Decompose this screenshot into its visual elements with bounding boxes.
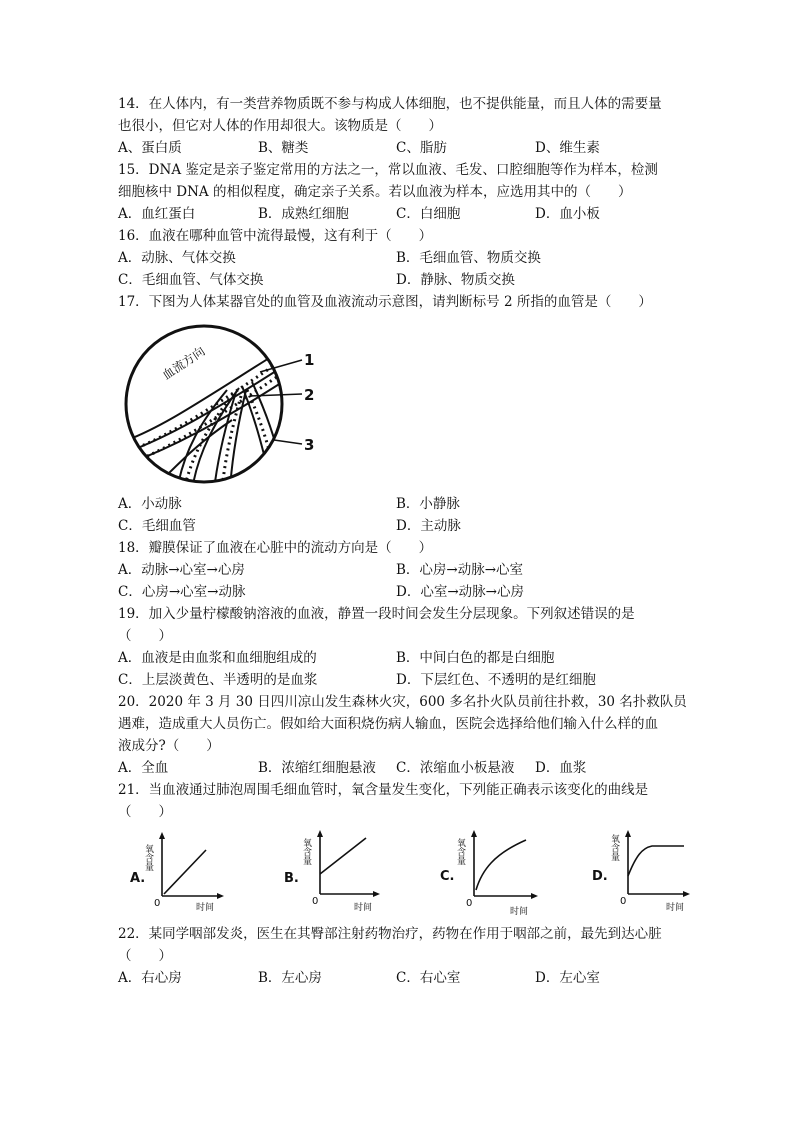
q16-option-d: D．静脉、物质交换	[396, 272, 515, 288]
q14-option-a: A、蛋白质	[118, 140, 182, 156]
q14-option-b: B、糖类	[258, 140, 309, 156]
q19-option-c: C．上层淡黄色、半透明的是血浆	[118, 672, 318, 688]
q18-option-d: D．心室→动脉→心房	[396, 584, 524, 600]
q17-option-d: D．主动脉	[396, 518, 461, 534]
graph-a-xlabel: 时间	[196, 903, 215, 913]
q19-stem-line2: （ ）	[118, 628, 172, 644]
q15-stem-line1: 15．DNA 鉴定是亲子鉴定常用的方法之一，常以血液、毛发、口腔细胞等作为样本，检测	[118, 162, 658, 178]
q22-option-b: B．左心房	[258, 970, 322, 986]
q22-stem-line2: （ ）	[118, 948, 172, 964]
graph-c-letter: C.	[440, 869, 455, 884]
graph-b	[282, 830, 382, 916]
q16-option-b: B．毛细血管、物质交换	[396, 250, 541, 266]
graph-d-curve	[628, 846, 684, 876]
q14-stem-line2: 也很小，但它对人体的作用却很大。该物质是（ ）	[118, 118, 442, 134]
q14-option-c: C、脂肪	[396, 140, 447, 156]
q17-stem: 17．下图为人体某器官处的血管及血液流动示意图，请判断标号 2 所指的血管是（ ）	[118, 294, 652, 310]
q22-option-d: D．左心室	[535, 970, 600, 986]
graph-c-ylabel: 氧含量	[455, 838, 465, 865]
graph-a-ylabel: 氧含量	[143, 844, 153, 871]
graph-d-origin: 0	[620, 896, 627, 907]
q19-option-a: A．血液是由血浆和血细胞组成的	[118, 650, 317, 666]
graph-d-ylabel: 氧含量	[609, 834, 619, 861]
q20-option-b: B．浓缩红细胞悬液	[258, 760, 376, 776]
q22-stem-line1: 22．某同学咽部发炎，医生在其臀部注射药物治疗，药物在作用于咽部之前，最先到达心脏	[118, 926, 662, 942]
q18-stem: 18．瓣膜保证了血液在心脏中的流动方向是（ ）	[118, 540, 433, 556]
q19-option-b: B．中间白色的都是白细胞	[396, 650, 555, 666]
q16-stem: 16．血液在哪种血管中流得最慢，这有利于（ ）	[118, 228, 433, 244]
q20-option-c: C．浓缩血小板悬液	[396, 760, 515, 776]
q15-option-d: D．血小板	[535, 206, 600, 222]
q16-option-a: A．动脉、气体交换	[118, 250, 236, 266]
graph-a	[128, 830, 228, 916]
figure-label-3: 3	[304, 436, 315, 454]
graph-b-curve	[320, 838, 366, 874]
graph-d	[590, 830, 694, 916]
q18-option-c: C．心房→心室→动脉	[118, 584, 246, 600]
graph-b-origin: 0	[312, 896, 319, 907]
q18-option-a: A．动脉→心室→心房	[118, 562, 245, 578]
graph-d-xlabel: 时间	[666, 903, 685, 913]
q21-stem-line2: （ ）	[118, 804, 172, 820]
graph-c-curve	[476, 840, 526, 890]
q17-option-c: C．毛细血管	[118, 518, 196, 534]
q19-option-d: D．下层红色、不透明的是红细胞	[396, 672, 596, 688]
graph-b-xlabel: 时间	[354, 903, 373, 913]
graph-d-letter: D.	[592, 869, 608, 884]
graph-a-origin: 0	[154, 898, 161, 909]
graph-c-origin: 0	[466, 898, 473, 909]
q17-option-a: A．小动脉	[118, 496, 182, 512]
q16-option-c: C．毛细血管、气体交换	[118, 272, 264, 288]
q15-option-b: B．成熟红细胞	[258, 206, 349, 222]
graph-c	[438, 830, 542, 918]
graph-b-ylabel: 氧含量	[301, 838, 311, 865]
graph-a-letter: A.	[130, 871, 146, 886]
q20-option-d: D．血浆	[535, 760, 587, 776]
figure-circle-outline	[126, 326, 282, 482]
q18-option-b: B．心房→动脉→心室	[396, 562, 524, 578]
q19-stem-line1: 19．加入少量柠檬酸钠溶液的血液，静置一段时间会发生分层现象。下列叙述错误的是	[118, 606, 635, 622]
figure-label-2: 2	[304, 386, 315, 404]
blood-flow-direction-label: 血流方向	[159, 344, 208, 383]
q21-stem-line1: 21．当血液通过肺泡周围毛细血管时，氧含量发生变化，下列能正确表示该变化的曲线是	[118, 782, 649, 798]
q17-option-b: B．小静脉	[396, 496, 460, 512]
graph-b-letter: B.	[284, 871, 299, 886]
q22-option-c: C．右心室	[396, 970, 461, 986]
blood-vessel-figure	[122, 320, 342, 490]
graph-c-xlabel: 时间	[510, 907, 529, 917]
q20-stem-line2: 遇难，造成重大人员伤亡。假如给大面积烧伤病人输血，医院会选择给他们输入什么样的血	[118, 716, 658, 732]
q20-stem-line3: 液成分?（ ）	[118, 738, 220, 754]
q15-option-a: A．血红蛋白	[118, 206, 196, 222]
q22-option-a: A．右心房	[118, 970, 182, 986]
q15-option-c: C．白细胞	[396, 206, 461, 222]
q20-option-a: A．全血	[118, 760, 169, 776]
q15-stem-line2: 细胞核中 DNA 的相似程度，确定亲子关系。若以血液为样本，应选用其中的（ ）	[118, 184, 632, 200]
q14-option-d: D、维生素	[535, 140, 600, 156]
figure-label-1: 1	[304, 351, 315, 369]
q14-stem-line1: 14．在人体内，有一类营养物质既不参与构成人体细胞，也不提供能量，而且人体的需要量	[118, 96, 662, 112]
graph-a-curve	[164, 850, 206, 894]
leader-line-3	[274, 440, 302, 444]
q20-stem-line1: 20．2020 年 3 月 30 日四川凉山发生森林火灾，600 多名扑火队员前往扑救，30 名扑救队员	[118, 694, 687, 710]
